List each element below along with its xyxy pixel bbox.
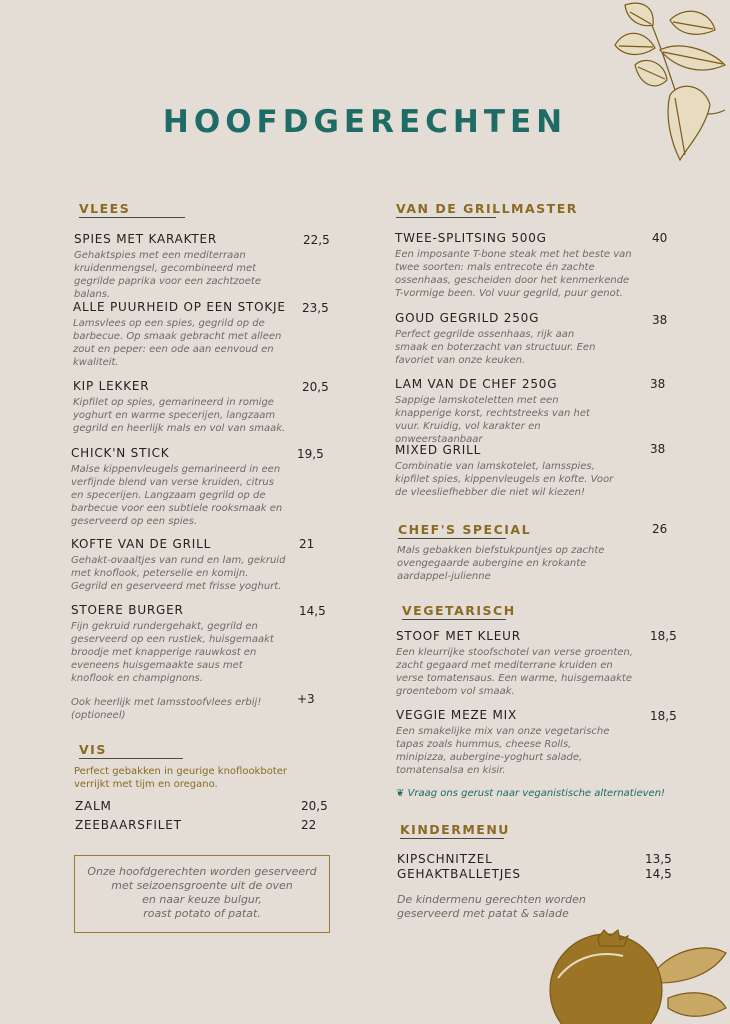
- item-price: +3: [297, 692, 315, 706]
- item-name: CHICK'N STICK: [71, 446, 170, 460]
- section-heading-grillmaster: VAN DE GRILLMASTER: [396, 201, 578, 216]
- menu-item: [73, 300, 295, 369]
- menu-item: [395, 311, 610, 367]
- section-heading-vlees: VLEES: [79, 201, 130, 216]
- menu-item: [397, 541, 607, 583]
- menu-item: [74, 232, 299, 301]
- section-note: Perfect gebakken in geurige knoflookboter verrijkt met tijm en oregano.: [74, 766, 288, 790]
- item-name: ZALM: [75, 799, 112, 813]
- item-description: Perfect gegrilde ossenhaas, rijk aan smaak en boterzacht van structuur. Een favoriet van onze keuken.: [395, 329, 596, 366]
- section-heading-kindermenu: KINDERMENU: [400, 822, 510, 837]
- item-name: KOFTE VAN DE GRILL: [71, 537, 212, 551]
- menu-item: [75, 799, 112, 813]
- menu-item: [73, 379, 288, 435]
- menu-item: [395, 443, 615, 499]
- item-price: 38: [650, 377, 666, 391]
- item-description: Gehaktspies met een mediterraan kruidenmengsel, gecombineerd met gegrilde paprika voor een zachtzoete balans.: [74, 250, 261, 300]
- item-description: Combinatie van lamskotelet, lamsspies, kipfilet spies, kippenvleugels en kofte. Voor de vleesliefhebber die niet wil kiezen!: [395, 461, 614, 498]
- menu-item: [395, 377, 615, 446]
- section-underline: [79, 758, 183, 759]
- item-price: 20,5: [302, 380, 329, 394]
- box-line: roast potato of patat.: [143, 907, 261, 920]
- item-description: Een smakelijke mix van onze vegetarische tapas zoals hummus, cheese Rolls, minipizza, aubergine-yoghurt salade, tomatensalsa en kisir.: [396, 726, 610, 776]
- item-description: Een imposante T-bone steak met het beste van twee soorten: mals entrecote én zachte ossenhaas, gescheiden door het kenmerkende T-vormige been. Vol vuur gegrild, puur genot.: [395, 249, 632, 299]
- leaf-icon: ❦: [396, 788, 408, 799]
- menu-item: [397, 852, 493, 866]
- item-name: STOOF MET KLEUR: [396, 629, 521, 643]
- item-name: VEGGIE MEZE MIX: [396, 708, 517, 722]
- item-description: Sappige lamskoteletten met een knapperige korst, rechtstreeks van het vuur. Kruidig, vol karakter en onweerstaanbaar: [395, 395, 590, 445]
- section-underline: [402, 619, 506, 620]
- item-name: ALLE PUURHEID OP EEN STOKJE: [73, 300, 286, 314]
- item-name: KIP LEKKER: [73, 379, 150, 393]
- vegan-note: ❦ Vraag ons gerust naar veganistische alternatieven!: [396, 788, 666, 799]
- item-price: 40: [652, 231, 668, 245]
- item-name: KIPSCHNITZEL: [397, 852, 493, 866]
- menu-item: [71, 537, 286, 593]
- item-description: Gehakt-ovaaltjes van rund en lam, gekruid met knoflook, peterselie en komijn. Gegrild en geserveerd met frisse yoghurt.: [71, 555, 286, 592]
- item-price: 13,5: [645, 852, 672, 866]
- menu-item: [396, 708, 621, 777]
- item-price: 22,5: [303, 233, 330, 247]
- item-name: TWEE-SPLITSING 500G: [395, 231, 547, 245]
- menu-item: [71, 603, 286, 685]
- item-description: Ook heerlijk met lamsstoofvlees erbij! (optioneel): [71, 697, 262, 721]
- item-description: Fijn gekruid rundergehakt, gegrild en geserveerd op een rustiek, huisgemaakt broodje met knapperige rauwkost en eveneens huisgemaakte saus met knoflook en champignons.: [71, 621, 274, 684]
- menu-item: [395, 231, 635, 300]
- basil-leaves-illustration: [585, 0, 730, 165]
- menu-item-extra: [71, 693, 271, 722]
- serving-info-box: [74, 855, 330, 933]
- item-price: 38: [652, 313, 668, 327]
- item-name: STOERE BURGER: [71, 603, 184, 617]
- section-underline: [398, 538, 506, 539]
- menu-item: [75, 818, 182, 832]
- menu-item: [71, 446, 286, 528]
- item-price: 18,5: [650, 629, 677, 643]
- item-price: 26: [652, 522, 668, 536]
- item-name: LAM VAN DE CHEF 250G: [395, 377, 558, 391]
- item-description: Lamsvlees op een spies, gegrild op de barbecue. Op smaak gebracht met alleen zout en peper: een ode aan eenvoud en kwaliteit.: [73, 318, 282, 368]
- menu-item: [396, 629, 636, 698]
- item-price: 21: [299, 537, 315, 551]
- item-name: ZEEBAARSFILET: [75, 818, 182, 832]
- section-underline: [79, 217, 185, 218]
- kids-note: [397, 890, 597, 921]
- section-underline: [396, 217, 496, 218]
- item-name: GEHAKTBALLETJES: [397, 867, 521, 881]
- menu-item: [397, 867, 521, 881]
- item-description: Kipfilet op spies, gemarineerd in romige yoghurt en warme specerijen, langzaam gegrild en heerlijk mals en vol van smaak.: [73, 397, 286, 434]
- page-title: HOOFDGERECHTEN: [162, 104, 568, 140]
- item-description: Mals gebakken biefstukpuntjes op zachte ovengegaarde aubergine en krokante aardappel-julienne: [397, 545, 605, 582]
- pomegranate-illustration: [528, 928, 728, 1024]
- box-line: met seizoensgroente uit de oven: [111, 879, 293, 892]
- item-name: GOUD GEGRILD 250G: [395, 311, 540, 325]
- item-name: MIXED GRILL: [395, 443, 482, 457]
- section-underline: [400, 838, 504, 839]
- item-description: De kindermenu gerechten worden geserveerd met patat & salade: [397, 893, 586, 920]
- item-price: 20,5: [301, 799, 328, 813]
- item-price: 38: [650, 442, 666, 456]
- box-line: en naar keuze bulgur,: [142, 893, 262, 906]
- item-name: SPIES MET KARAKTER: [74, 232, 218, 246]
- item-description: Malse kippenvleugels gemarineerd in een verfijnde blend van verse kruiden, citrus en specerijen. Langzaam gegrild op de barbecue voor een subtiele rooksmaak en geserveerd op een spies.: [71, 464, 283, 527]
- item-price: 14,5: [299, 604, 326, 618]
- item-price: 19,5: [297, 447, 324, 461]
- section-heading-vis: VIS: [79, 742, 107, 757]
- item-price: 18,5: [650, 709, 677, 723]
- item-price: 22: [301, 818, 317, 832]
- section-heading-vegetarisch: VEGETARISCH: [402, 603, 516, 618]
- section-heading-chefs-special: CHEF'S SPECIAL: [398, 522, 532, 537]
- box-line: Onze hoofdgerechten worden geserveerd: [87, 865, 317, 878]
- item-price: 14,5: [645, 867, 672, 881]
- item-price: 23,5: [302, 301, 329, 315]
- item-description: Een kleurrijke stoofschotel van verse groenten, zacht gegaard met mediterrane kruiden en verse tomatensaus. Een warme, huisgemaakte groentebom vol smaak.: [396, 647, 633, 697]
